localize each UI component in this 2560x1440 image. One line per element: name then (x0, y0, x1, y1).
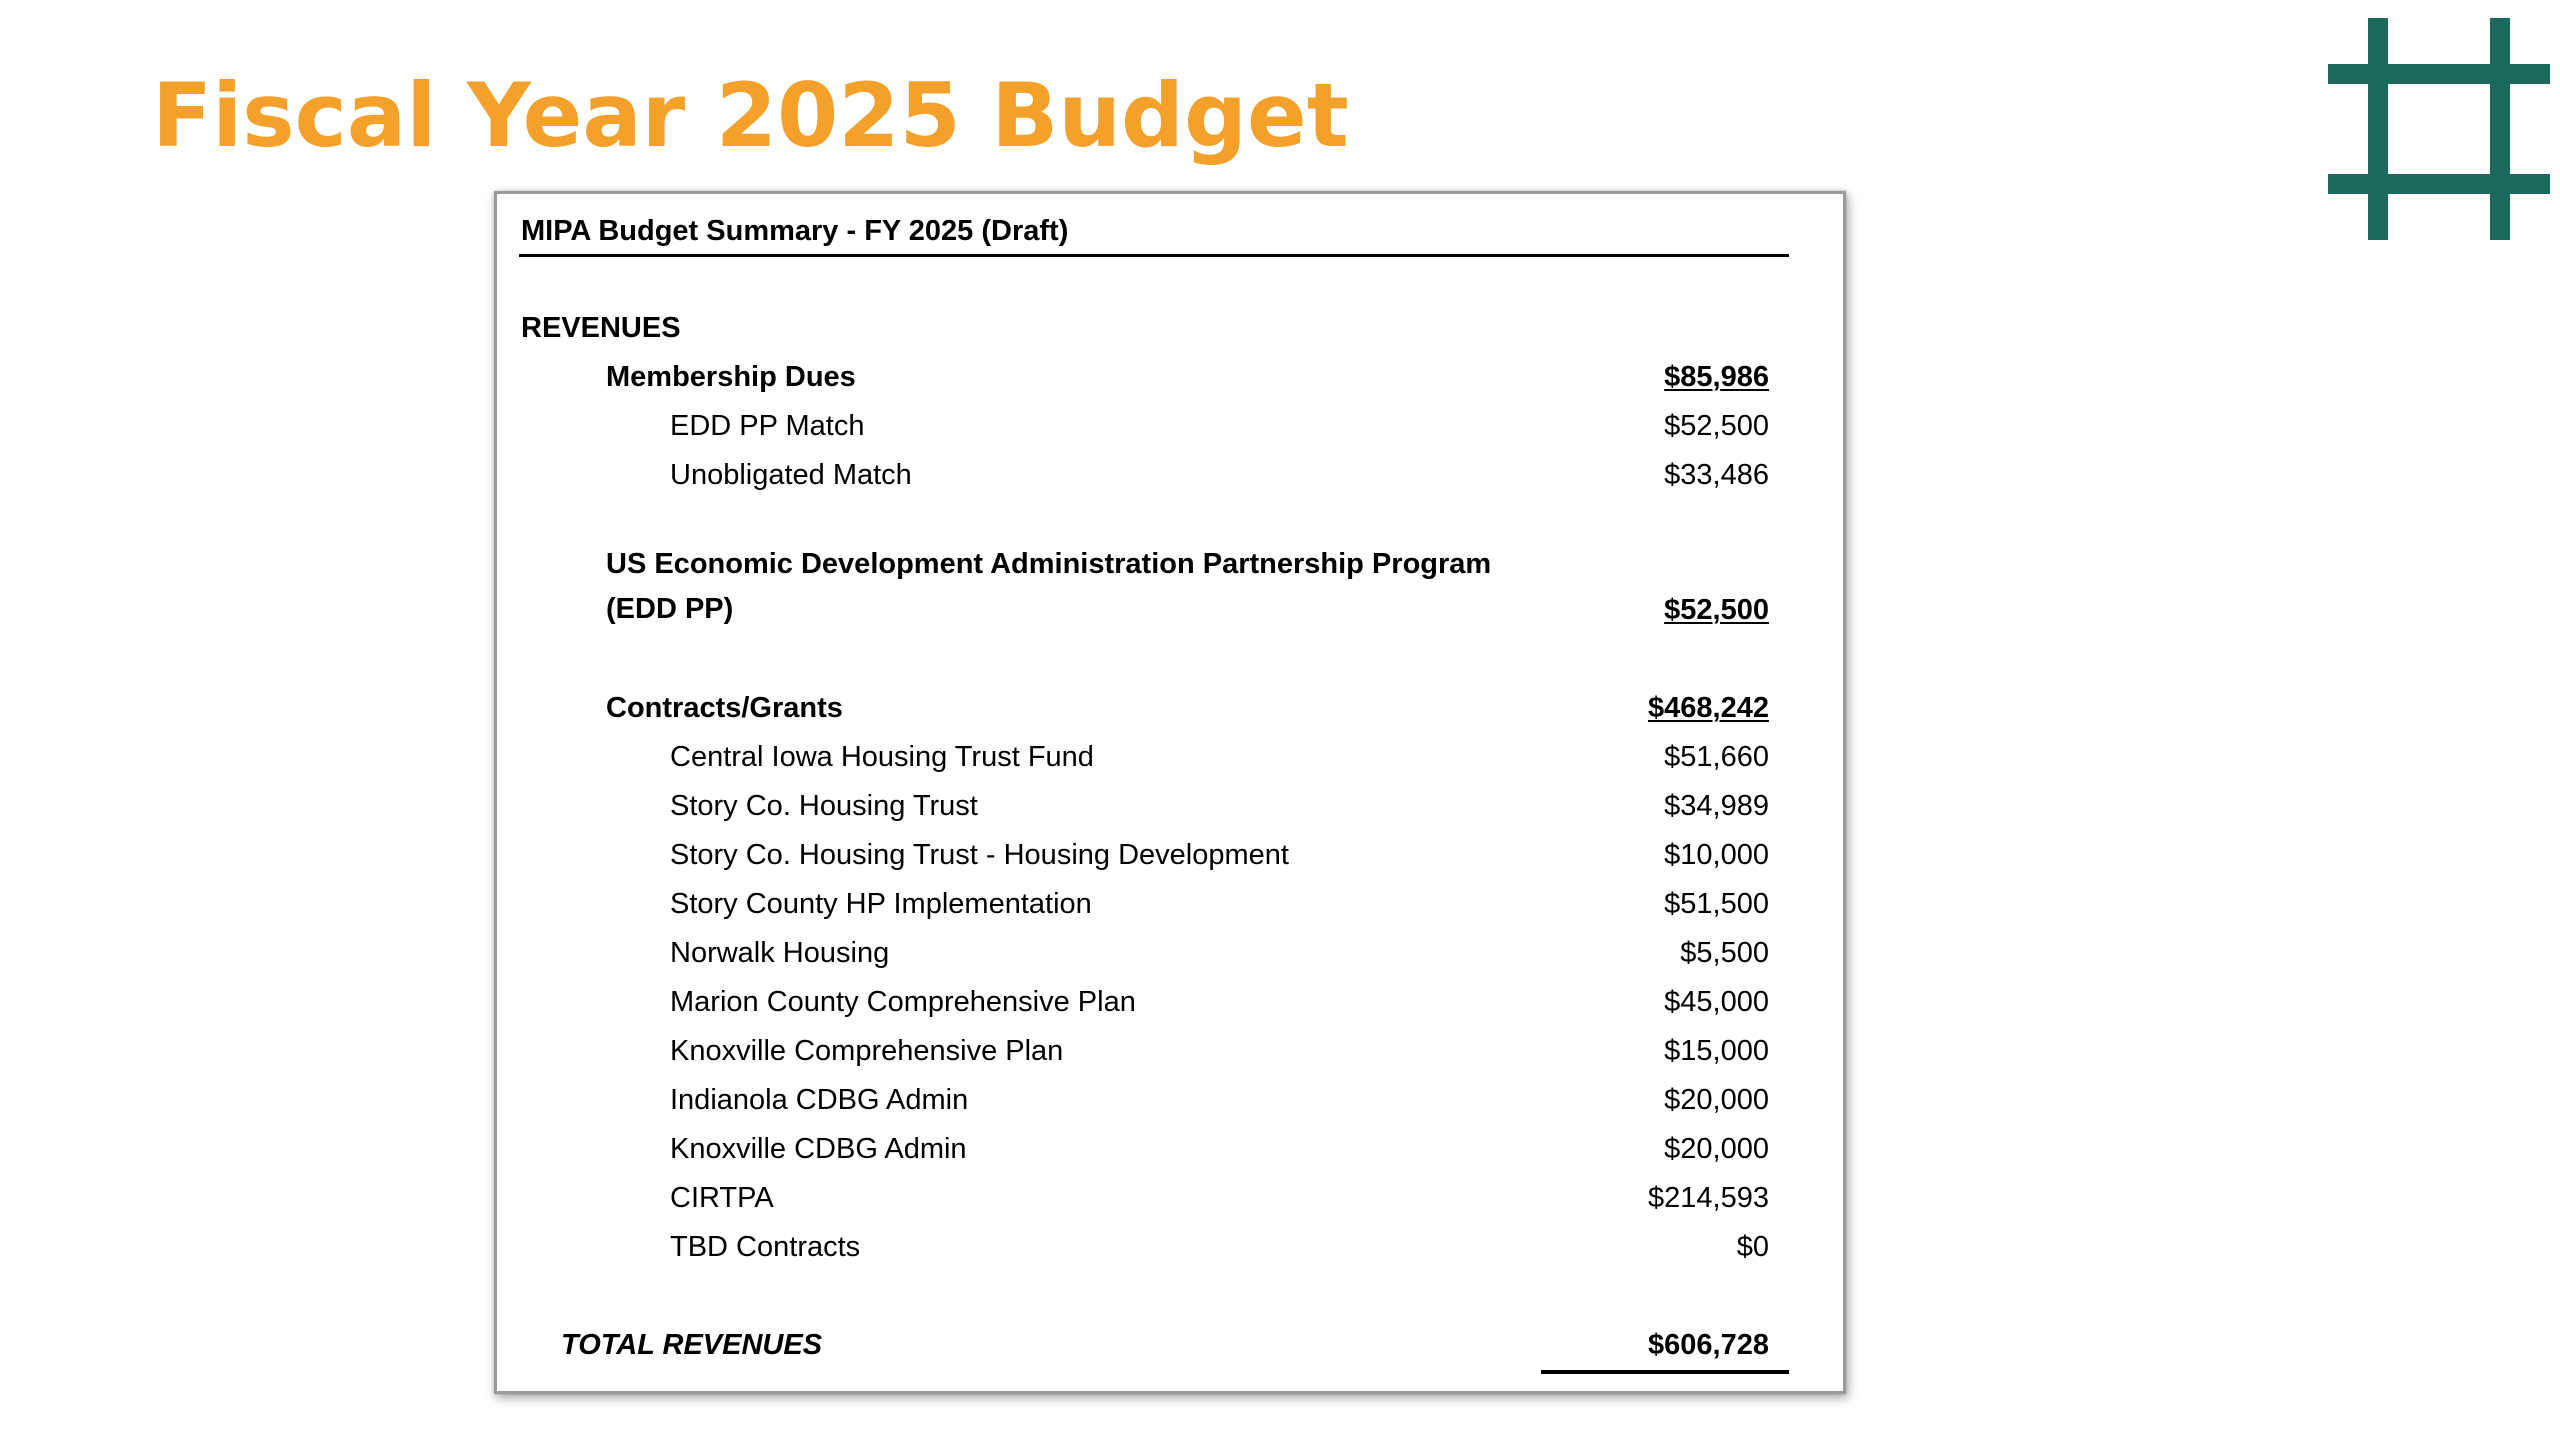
line-item-label: Story County HP Implementation (670, 888, 1092, 920)
line-item-amount: $34,989 (1664, 790, 1769, 822)
budget-summary-document (494, 191, 1846, 1394)
line-item-label: Indianola CDBG Admin (670, 1084, 969, 1116)
line-item-label: Marion County Comprehensive Plan (670, 986, 1136, 1018)
line-item-amount: $33,486 (1664, 459, 1769, 491)
line-item-amount: $15,000 (1664, 1035, 1769, 1067)
document-heading: MIPA Budget Summary - FY 2025 (Draft) (521, 215, 1069, 247)
eda-total: $52,500 (1664, 594, 1769, 626)
line-item-label: CIRTPA (670, 1182, 774, 1214)
total-revenues-label: TOTAL REVENUES (561, 1329, 823, 1361)
line-item-amount: $20,000 (1664, 1084, 1769, 1116)
line-item-amount: $52,500 (1664, 410, 1769, 442)
logo-bar-vertical-right (2490, 18, 2510, 240)
contracts-grants-label: Contracts/Grants (606, 692, 843, 724)
membership-dues-label: Membership Dues (606, 361, 856, 393)
line-item-label: Knoxville Comprehensive Plan (670, 1035, 1064, 1067)
membership-dues-total: $85,986 (1664, 361, 1769, 393)
line-item-amount: $10,000 (1664, 839, 1769, 871)
line-item-label: Unobligated Match (670, 459, 912, 491)
hash-grid-logo-icon (2328, 18, 2554, 244)
logo-bar-horizontal-bottom (2328, 174, 2550, 194)
line-item-label: Story Co. Housing Trust - Housing Development (670, 839, 1289, 871)
line-item-amount: $45,000 (1664, 986, 1769, 1018)
line-item-amount: $51,660 (1664, 741, 1769, 773)
line-item-label: EDD PP Match (670, 410, 865, 442)
line-item-amount: $20,000 (1664, 1133, 1769, 1165)
section-revenues: REVENUES (521, 312, 681, 344)
logo-bar-vertical-left (2368, 18, 2388, 240)
logo-bar-horizontal-top (2328, 64, 2550, 84)
eda-label-line1: US Economic Development Administration Partnership Program (606, 548, 1492, 580)
line-item-amount: $5,500 (1680, 937, 1769, 969)
line-item-label: Knoxville CDBG Admin (670, 1133, 967, 1165)
contracts-grants-total: $468,242 (1648, 692, 1769, 724)
line-item-amount: $51,500 (1664, 888, 1769, 920)
line-item-label: TBD Contracts (670, 1231, 861, 1263)
line-item-label: Story Co. Housing Trust (670, 790, 978, 822)
slide-title: Fiscal Year 2025 Budget (152, 64, 1349, 167)
line-item-label: Central Iowa Housing Trust Fund (670, 741, 1094, 773)
line-item-label: Norwalk Housing (670, 937, 890, 969)
total-revenues-amount: $606,728 (1648, 1329, 1769, 1361)
line-item-amount: $0 (1736, 1231, 1769, 1263)
total-double-underline (1541, 1370, 1789, 1374)
heading-underline (519, 254, 1789, 257)
line-item-amount: $214,593 (1648, 1182, 1769, 1214)
eda-label-line2: (EDD PP) (606, 593, 734, 625)
